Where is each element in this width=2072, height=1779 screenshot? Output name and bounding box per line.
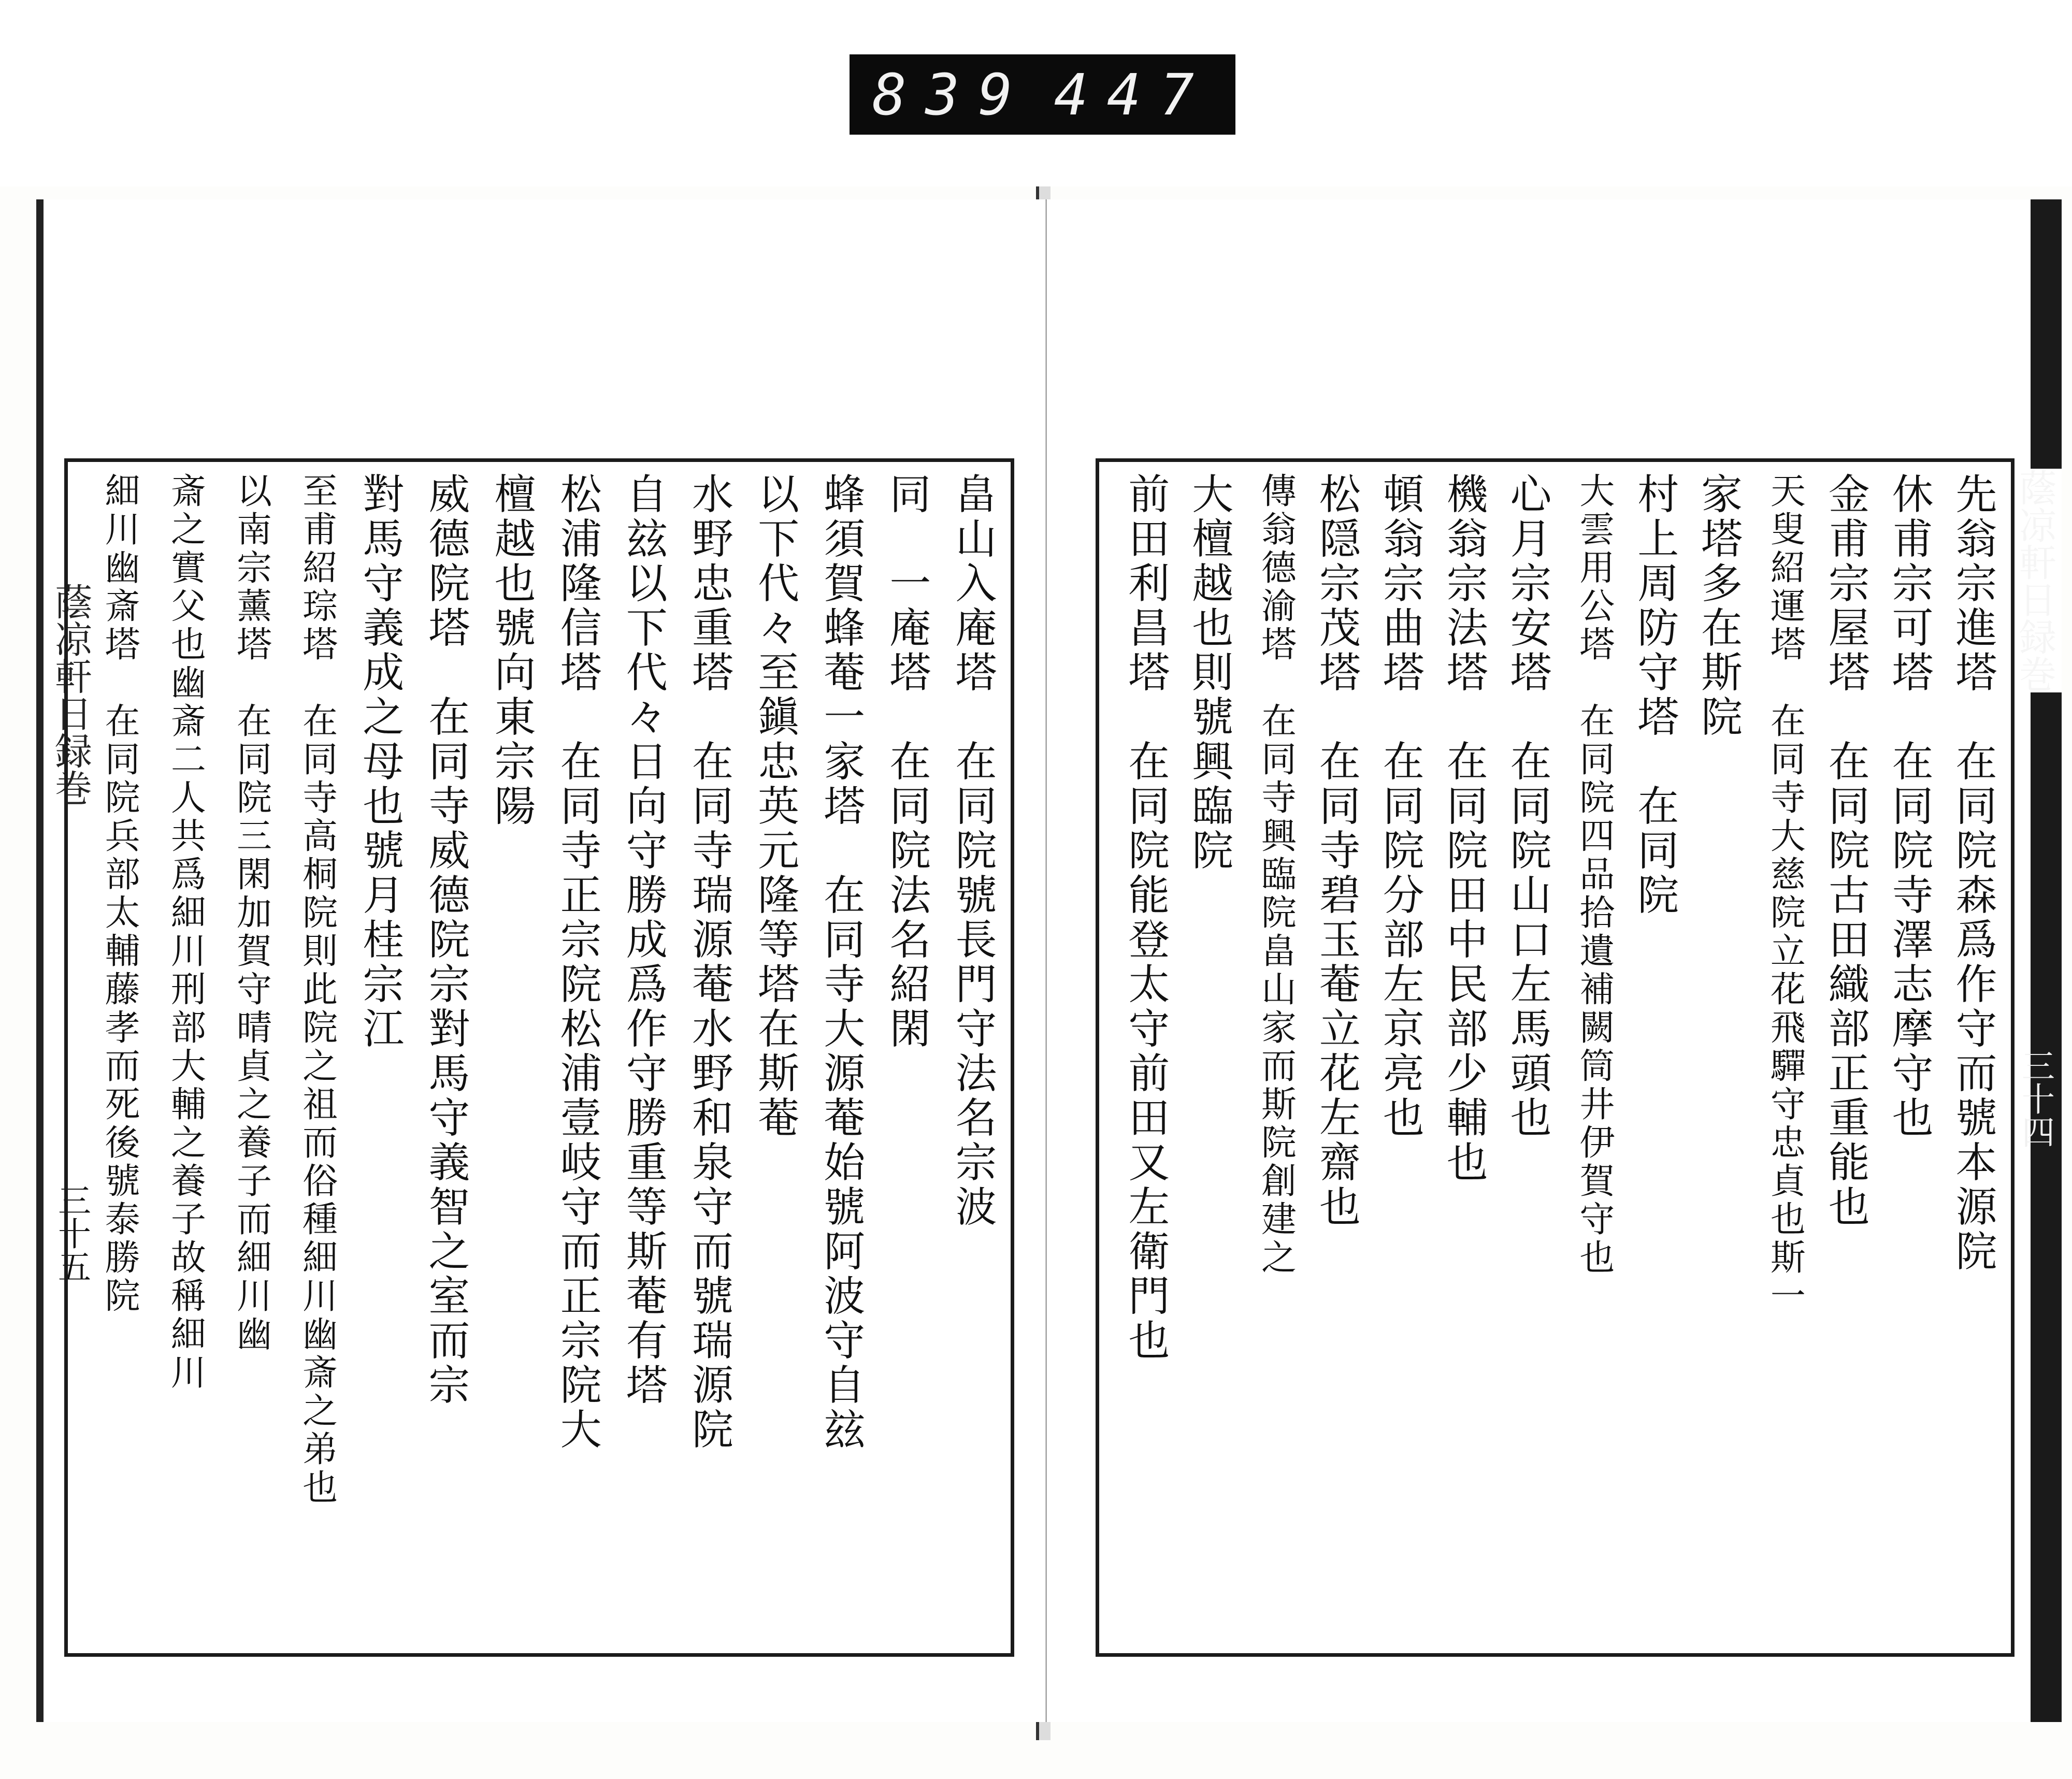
text-column: 家塔多在斯院 [1694, 472, 1743, 740]
text-column: 天叟紹運塔 在同寺大慈院立花飛驒守忠貞也斯一 [1764, 472, 1806, 1315]
right-columns [1110, 472, 2001, 1643]
left-folio: 三十五 [52, 1183, 91, 1283]
text-column: 機翁宗法塔 在同院田中民部少輔也 [1440, 472, 1488, 1185]
text-column: 斎之實父也幽斎二人共爲細川刑部大輔之養子故稱細川 [165, 472, 206, 1392]
text-column: 蜂須賀蜂菴一家塔 在同寺大源菴始號阿波守自玆 [816, 472, 865, 1452]
right-folio: 三十四 [2016, 1049, 2054, 1148]
archive-label-left: 839 [872, 61, 1031, 128]
text-column: 同 一庵塔 在同院法名紹閑 [882, 472, 931, 1051]
text-column: 傳翁德渝塔 在同寺興臨院畠山家而斯院創建之 [1255, 472, 1297, 1277]
text-column: 松隠宗茂塔 在同寺碧玉菴立花左齋也 [1312, 472, 1361, 1230]
text-column: 對馬守義成之母也號月桂宗江 [355, 472, 404, 1051]
left-side-title: 蔭凉軒日録巻 [44, 583, 97, 806]
right-page [1046, 199, 2062, 1722]
text-column: 水野忠重塔 在同寺瑞源菴水野和泉守而號瑞源院 [685, 472, 733, 1452]
right-text-frame [1096, 458, 2015, 1657]
text-column: 自玆以下代々日向守勝成爲作守勝重等斯菴有塔 [619, 472, 668, 1408]
text-column: 心月宗安塔 在同院山口左馬頭也 [1503, 472, 1551, 1140]
text-column: 休甫宗可塔 在同院寺澤志摩守也 [1885, 472, 1934, 1140]
text-column: 威德院塔 在同寺威德院宗對馬守義智之室而宗 [421, 472, 470, 1408]
text-column: 先翁宗進塔 在同院森爲作守而號本源院 [1949, 472, 1997, 1274]
text-column: 檀越也號向東宗陽 [487, 472, 536, 829]
text-column: 以下代々至鎭忠英元隆等塔在斯菴 [751, 472, 799, 1140]
left-text-frame [64, 458, 1014, 1657]
text-column: 大檀越也則號興臨院 [1185, 472, 1233, 873]
left-columns [78, 472, 1000, 1643]
right-side-title: 蔭凉軒日録巻 [2008, 469, 2062, 692]
text-column: 村上周防守塔 在同院 [1630, 472, 1679, 918]
text-column: 大雲用公塔 在同院四品拾遺補闕筒井伊賀守也 [1573, 472, 1615, 1277]
archive-label [850, 54, 1235, 135]
left-page [36, 199, 1048, 1722]
text-column: 頓翁宗曲塔 在同院分部左京亮也 [1376, 472, 1424, 1140]
text-column: 畠山入庵塔 在同院號長門守法名宗波 [948, 472, 997, 1230]
text-column: 細川幽斎塔 在同院兵部太輔藤孝而死後號泰勝院 [99, 472, 140, 1315]
archive-label-right: 447 [1054, 61, 1213, 128]
text-column: 前田利昌塔 在同院能登太守前田又左衛門也 [1121, 472, 1170, 1363]
text-column: 以南宗薰塔 在同院三閑加賀守晴貞之養子而細川幽 [231, 472, 272, 1354]
text-column: 至甫紹琮塔 在同寺高桐院則此院之祖而俗種細川幽斎之弟也 [296, 472, 338, 1507]
text-column: 松浦隆信塔 在同寺正宗院松浦壹岐守而正宗院大 [553, 472, 602, 1452]
text-column: 金甫宗屋塔 在同院古田織部正重能也 [1821, 472, 1870, 1230]
book-spread [0, 186, 2072, 1779]
